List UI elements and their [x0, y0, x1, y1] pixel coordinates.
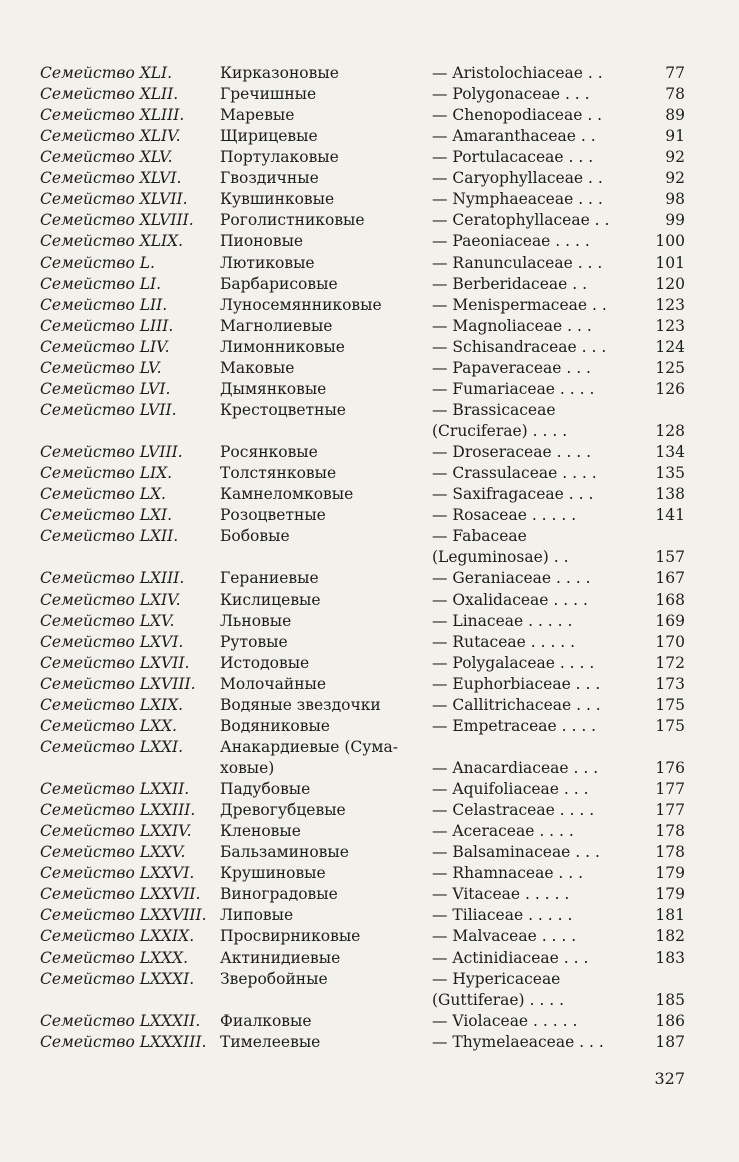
latin-name: — Magnoliaceae . . .	[432, 316, 592, 335]
family-number: Семейство LXXV.	[40, 843, 186, 862]
latin-name: — Aceraceae . . . .	[432, 822, 574, 841]
latin-name: — Malvaceae . . . .	[432, 927, 577, 946]
russian-name: Кленовые	[220, 822, 301, 841]
toc-row	[0, 316, 739, 337]
page-ref: 92	[665, 169, 685, 188]
family-number: Семейство XLIII.	[40, 106, 185, 125]
family-number: Семейство LXXVIII.	[40, 906, 207, 925]
toc-row	[0, 337, 739, 358]
page-ref: 179	[655, 885, 685, 904]
latin-name: (Guttiferae) . . . .	[432, 990, 565, 1009]
page-ref: 99	[665, 211, 685, 230]
family-number: Семейство LX.	[40, 485, 166, 504]
page-ref: 168	[655, 590, 685, 609]
toc-row	[0, 884, 739, 905]
russian-name: Молочайные	[220, 674, 327, 693]
page-ref: 179	[655, 864, 685, 883]
family-number: Семейство LXIII.	[40, 569, 185, 588]
page-ref: 89	[665, 106, 685, 125]
latin-name: — Polygonaceae . . .	[432, 85, 590, 104]
family-number: Семейство LIII.	[40, 316, 174, 335]
latin-name: — Violaceae . . . . .	[432, 1011, 578, 1030]
latin-name: — Crassulaceae . . . .	[432, 464, 597, 483]
page-ref: 124	[655, 337, 685, 356]
family-number: Семейство LXX.	[40, 716, 177, 735]
latin-name: — Rhamnaceae . . .	[432, 864, 584, 883]
russian-name: Кирказоновые	[220, 64, 339, 82]
family-number: Семейство LXVI.	[40, 632, 184, 651]
latin-name: — Euphorbiaceae . . .	[432, 674, 601, 693]
page-ref: 181	[655, 906, 685, 925]
family-number: Семейство LXVII.	[40, 653, 190, 672]
russian-name: Гвоздичные	[220, 169, 319, 188]
page-ref: 123	[655, 316, 685, 335]
page-ref: 170	[655, 632, 685, 651]
toc-row	[0, 253, 739, 274]
family-number: Семейство LXXXI.	[40, 969, 195, 988]
page-ref: 186	[655, 1011, 685, 1030]
toc-row	[0, 505, 739, 526]
latin-name: — Aquifoliaceae . . .	[432, 780, 589, 799]
latin-name: — Oxalidaceae . . . .	[432, 590, 588, 609]
russian-name: Дымянковые	[220, 379, 327, 398]
russian-name: Лютиковые	[220, 253, 315, 272]
latin-name: — Rutaceae . . . . .	[432, 632, 576, 651]
latin-name: — Menispermaceae . .	[432, 295, 607, 314]
russian-name: Актинидиевые	[220, 948, 341, 967]
russian-name: Падубовые	[220, 780, 311, 799]
toc-row	[0, 210, 739, 231]
latin-name: — Droseraceae . . . .	[432, 443, 592, 462]
russian-name: Древогубцевые	[220, 801, 346, 820]
russian-name: Бобовые	[220, 527, 290, 546]
latin-name: — Paeoniaceae . . . .	[432, 232, 590, 251]
family-number: Семейство LXXVI.	[40, 864, 195, 883]
russian-name: Бальзаминовые	[220, 843, 349, 862]
family-number: Семейство LV.	[40, 358, 162, 377]
page-ref: 182	[655, 927, 685, 946]
russian-name: Льновые	[220, 611, 292, 630]
latin-name: — Hypericaceae	[432, 969, 561, 988]
latin-name: — Saxifragaceae . . .	[432, 485, 594, 504]
toc-row	[0, 484, 739, 505]
toc-row	[0, 905, 739, 926]
page-ref: 185	[655, 990, 685, 1009]
toc-row	[0, 674, 739, 695]
toc-row	[0, 358, 739, 379]
family-number: Семейство LXV.	[40, 611, 175, 630]
page-ref: 135	[655, 464, 685, 483]
family-number: Семейство LXI.	[40, 506, 173, 525]
page-ref: 177	[655, 780, 685, 799]
family-number: Семейство XLII.	[40, 85, 179, 104]
latin-name: — Nymphaeaceae . . .	[432, 190, 603, 209]
family-number: Семейство LXII.	[40, 527, 179, 546]
latin-name: — Chenopodiaceae . .	[432, 106, 603, 125]
latin-name: — Caryophyllaceae . .	[432, 169, 603, 188]
page-ref: 176	[655, 758, 685, 777]
russian-name: Гераниевые	[220, 569, 319, 588]
toc-row	[0, 105, 739, 126]
family-number: Семейство LXXIII.	[40, 801, 196, 820]
toc-row	[0, 231, 739, 252]
page-ref: 178	[655, 822, 685, 841]
family-number: Семейство LXXIX.	[40, 927, 195, 946]
family-number: Семейство XLIV.	[40, 127, 181, 146]
page-ref: 177	[655, 801, 685, 820]
latin-name: — Actinidiaceae . . .	[432, 948, 589, 967]
latin-name: — Anacardiaceae . . .	[432, 758, 599, 777]
family-number: Семейство LVIII.	[40, 443, 183, 462]
toc-row	[0, 1032, 739, 1053]
russian-name: Росянковые	[220, 443, 318, 462]
family-number: Семейство LXVIII.	[40, 674, 196, 693]
latin-name: (Leguminosae) . .	[432, 548, 569, 567]
latin-name: (Cruciferae) . . . .	[432, 422, 568, 441]
russian-name: Портулаковые	[220, 148, 339, 167]
page-ref: 183	[655, 948, 685, 967]
toc-row	[0, 716, 739, 737]
toc-row	[0, 526, 739, 547]
family-number: Семейство L.	[40, 253, 155, 272]
russian-name: Рутовые	[220, 632, 288, 651]
page-ref: 123	[655, 295, 685, 314]
toc-row	[0, 948, 739, 969]
russian-name: Маковые	[220, 358, 295, 377]
latin-name: — Thymelaeaceae . . .	[432, 1032, 604, 1051]
page-ref: 141	[655, 506, 685, 525]
russian-name: Щирицевые	[220, 127, 318, 146]
latin-name: — Celastraceae . . . .	[432, 801, 595, 820]
family-number: Семейство XLIX.	[40, 232, 184, 251]
russian-name: Розоцветные	[220, 506, 326, 525]
russian-name: Магнолиевые	[220, 316, 333, 335]
page-ref: 125	[655, 358, 685, 377]
latin-name: — Rosaceae . . . . .	[432, 506, 577, 525]
page-ref: 134	[655, 443, 685, 462]
toc-row	[0, 400, 739, 421]
toc-row	[0, 168, 739, 189]
page-ref: 175	[655, 695, 685, 714]
page-ref: 78	[665, 85, 685, 104]
latin-name: — Callitrichaceae . . .	[432, 695, 601, 714]
toc-row	[0, 779, 739, 800]
russian-name: Луносемянниковые	[220, 295, 382, 314]
latin-name: — Fumariaceae . . . .	[432, 379, 595, 398]
latin-name: — Aristolochiaceae . .	[432, 64, 603, 82]
russian-name: Водяниковые	[220, 716, 330, 735]
latin-name: — Fabaceae	[432, 527, 527, 546]
russian-name: Лимонниковые	[220, 337, 345, 356]
toc-row	[0, 421, 739, 442]
russian-name: Кувшинковые	[220, 190, 335, 209]
latin-name: — Geraniaceae . . . .	[432, 569, 591, 588]
latin-name: — Brassicaceae	[432, 400, 556, 419]
page-ref: 91	[665, 127, 685, 146]
latin-name: — Ceratophyllaceae . .	[432, 211, 610, 230]
family-number: Семейство LII.	[40, 295, 168, 314]
page-ref: 178	[655, 843, 685, 862]
toc-row	[0, 1011, 739, 1032]
toc-row	[0, 863, 739, 884]
toc-row	[0, 189, 739, 210]
latin-name: — Papaveraceae . . .	[432, 358, 591, 377]
family-number: Семейство LVI.	[40, 379, 171, 398]
russian-name: Маревые	[220, 106, 295, 125]
family-number: Семейство LIV.	[40, 337, 170, 356]
family-number: Семейство LXXVII.	[40, 885, 201, 904]
russian-name: Зверобойные	[220, 969, 328, 988]
russian-name: Липовые	[220, 906, 294, 925]
family-number: Семейство LI.	[40, 274, 162, 293]
family-number: Семейство XLVIII.	[40, 211, 194, 230]
toc-row	[0, 63, 739, 84]
toc-row	[0, 274, 739, 295]
toc-row	[0, 126, 739, 147]
russian-name: Крестоцветные	[220, 400, 346, 419]
page-ref: 175	[655, 716, 685, 735]
toc-row	[0, 737, 739, 758]
latin-name: — Portulacaceae . . .	[432, 148, 594, 167]
latin-name: — Polygalaceae . . . .	[432, 653, 595, 672]
russian-name: Анакардиевые (Сума-	[220, 737, 398, 756]
page-ref: 92	[665, 148, 685, 167]
russian-name: Тимелеевые	[220, 1032, 321, 1051]
russian-name: Камнеломковые	[220, 485, 354, 504]
toc-row	[0, 463, 739, 484]
family-number: Семейство LXIV.	[40, 590, 181, 609]
page-ref: 128	[655, 422, 685, 441]
page-number: 327	[654, 1069, 685, 1088]
latin-name: — Ranunculaceae . . .	[432, 253, 603, 272]
page-ref: 77	[665, 64, 685, 82]
latin-name: — Empetraceae . . . .	[432, 716, 597, 735]
russian-name: Барбарисовые	[220, 274, 338, 293]
family-number: Семейство LXXX.	[40, 948, 189, 967]
russian-name: ховые)	[220, 758, 275, 777]
toc-row	[0, 379, 739, 400]
family-number: Семейство LXXII.	[40, 780, 190, 799]
family-number: Семейство LVII.	[40, 400, 177, 419]
russian-name: Фиалковые	[220, 1011, 312, 1030]
toc-row	[0, 653, 739, 674]
page-ref: 157	[655, 548, 685, 567]
toc-row	[0, 758, 739, 779]
page-ref: 172	[655, 653, 685, 672]
toc-row	[0, 821, 739, 842]
russian-name: Пионовые	[220, 232, 304, 251]
toc-row	[0, 442, 739, 463]
russian-name: Истодовые	[220, 653, 310, 672]
toc-row	[0, 84, 739, 105]
latin-name: — Berberidaceae . .	[432, 274, 587, 293]
russian-name: Роголистниковые	[220, 211, 365, 230]
page-ref: 100	[655, 232, 685, 251]
page-ref: 138	[655, 485, 685, 504]
latin-name: — Balsaminaceae . . .	[432, 843, 600, 862]
page-ref: 126	[655, 379, 685, 398]
russian-name: Просвирниковые	[220, 927, 361, 946]
latin-name: — Vitaceae . . . . .	[432, 885, 570, 904]
family-number: Семейство XLVII.	[40, 190, 188, 209]
page-ref: 187	[655, 1032, 685, 1051]
family-number: Семейство LIX.	[40, 464, 173, 483]
page-ref: 173	[655, 674, 685, 693]
russian-name: Виноградовые	[220, 885, 338, 904]
russian-name: Кислицевые	[220, 590, 321, 609]
toc-row	[0, 990, 739, 1011]
family-number: Семейство LXXXIII.	[40, 1032, 207, 1051]
latin-name: — Amaranthaceae . .	[432, 127, 596, 146]
latin-name: — Linaceae . . . . .	[432, 611, 573, 630]
toc-row	[0, 295, 739, 316]
latin-name: — Tiliaceae . . . . .	[432, 906, 573, 925]
toc-row	[0, 800, 739, 821]
latin-name: — Schisandraceae . . .	[432, 337, 607, 356]
toc-row	[0, 926, 739, 947]
toc-row	[0, 842, 739, 863]
page-ref: 101	[655, 253, 685, 272]
toc-row	[0, 632, 739, 653]
page-ref: 98	[665, 190, 685, 209]
russian-name: Водяные звездочки	[220, 695, 381, 714]
toc-row	[0, 147, 739, 168]
toc-row	[0, 611, 739, 632]
russian-name: Толстянковые	[220, 464, 337, 483]
toc-row	[0, 969, 739, 990]
toc-row	[0, 568, 739, 589]
page-ref: 167	[655, 569, 685, 588]
family-number: Семейство XLI.	[40, 64, 173, 82]
family-number: Семейство LXXXII.	[40, 1011, 201, 1030]
family-number: Семейство LXXIV.	[40, 822, 192, 841]
page-ref: 169	[655, 611, 685, 630]
family-number: Семейство XLV.	[40, 148, 173, 167]
russian-name: Крушиновые	[220, 864, 326, 883]
family-number: Семейство XLVI.	[40, 169, 182, 188]
family-number: Семейство LXXI.	[40, 737, 184, 756]
toc-row	[0, 547, 739, 568]
russian-name: Гречишные	[220, 85, 317, 104]
page-ref: 120	[655, 274, 685, 293]
family-number: Семейство LXIX.	[40, 695, 184, 714]
toc-row	[0, 695, 739, 716]
toc-row	[0, 590, 739, 611]
